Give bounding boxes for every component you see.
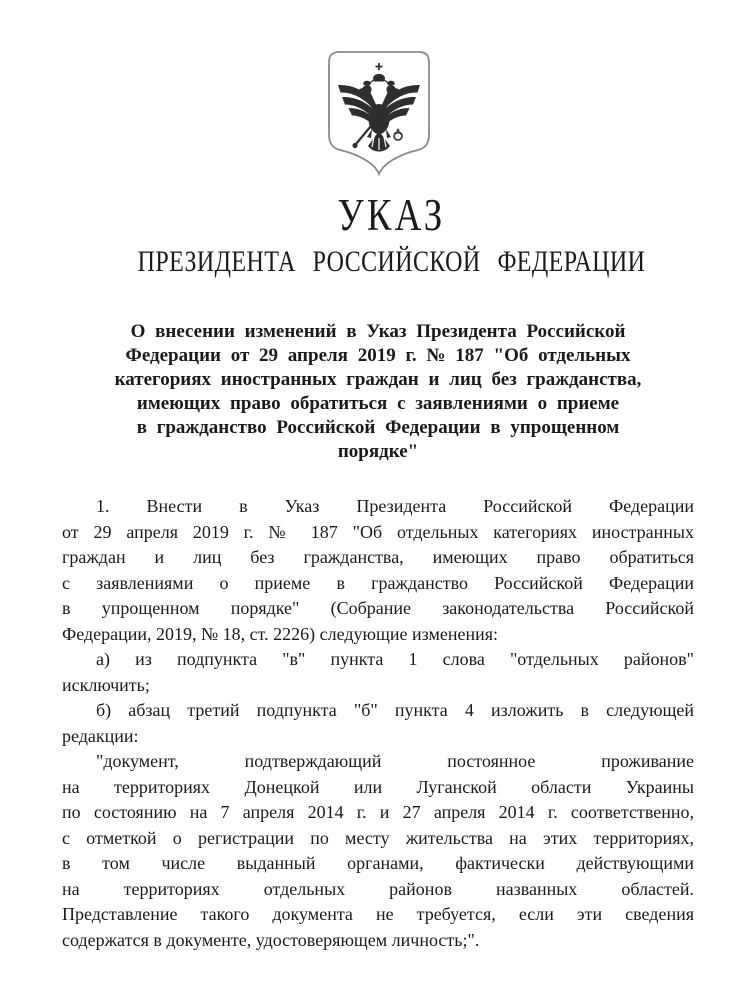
subject-line: Федерации от 29 апреля 2019 г. № 187 "Об отдельных bbox=[125, 345, 631, 366]
body-line: б) абзац третий подпункта "б" пункта 4 изложить в следующей bbox=[96, 700, 694, 720]
decree-subject bbox=[62, 320, 694, 464]
body-line: в том числе выданный органами, фактически действующими bbox=[62, 853, 694, 873]
body-line: с отметкой о регистрации по месту жительства на этих территориях, bbox=[62, 827, 694, 848]
coat-of-arms bbox=[327, 50, 431, 176]
body-paragraph bbox=[62, 647, 694, 698]
body-line: исключить; bbox=[62, 674, 150, 695]
subject-line: категориях иностранных граждан и лиц без гражданства, bbox=[114, 369, 642, 390]
decree-body bbox=[62, 494, 694, 953]
body-line: от 29 апреля 2019 г. № 187 "Об отдельных категориях иностранных bbox=[62, 521, 694, 542]
body-line: граждан и лиц без гражданства, имеющих право обратиться bbox=[62, 547, 694, 567]
subject-line: порядке" bbox=[337, 441, 419, 462]
body-line: с заявлениями о приеме в гражданство Российской Федерации bbox=[62, 572, 694, 593]
body-line: на территориях отдельных районов названных областей. bbox=[62, 878, 694, 899]
subject-line: имеющих право обратиться с заявлениями о приеме bbox=[136, 393, 620, 414]
letterhead bbox=[13, 50, 731, 278]
body-line: редакции: bbox=[62, 725, 139, 746]
body-paragraph bbox=[62, 494, 694, 647]
body-line: по состоянию на 7 апреля 2014 г. и 27 апреля 2014 г. соответственно, bbox=[62, 802, 694, 822]
body-line: 1. Внести в Указ Президента Российской Федерации bbox=[96, 496, 694, 516]
body-paragraph bbox=[62, 698, 694, 749]
body-line: а) из подпункта "в" пункта 1 слова "отдельных районов" bbox=[96, 649, 694, 669]
body-line: на территориях Донецкой или Луганской области Украины bbox=[62, 776, 694, 797]
decree-issuer: ПРЕЗИДЕНТА РОССИЙСКОЙ ФЕДЕРАЦИИ bbox=[137, 245, 646, 278]
subject-line: в гражданство Российской Федерации в упрощенном bbox=[136, 417, 620, 438]
body-paragraph bbox=[62, 749, 694, 953]
body-line: Федерации, 2019, № 18, ст. 2226) следующие изменения: bbox=[62, 623, 499, 644]
body-line: в упрощенном порядке" (Собрание законодательства Российской bbox=[62, 598, 694, 618]
body-line: Представление такого документа не требуется, если эти сведения bbox=[62, 904, 694, 924]
body-line: содержатся в документе, удостоверяющем личность;". bbox=[62, 929, 480, 950]
subject-line: О внесении изменений в Указ Президента Российской bbox=[130, 321, 626, 342]
body-line: "документ, подтверждающий постоянное проживание bbox=[96, 751, 694, 771]
decree-title: УКАЗ bbox=[337, 190, 446, 240]
russian-double-eagle-icon bbox=[327, 50, 431, 176]
